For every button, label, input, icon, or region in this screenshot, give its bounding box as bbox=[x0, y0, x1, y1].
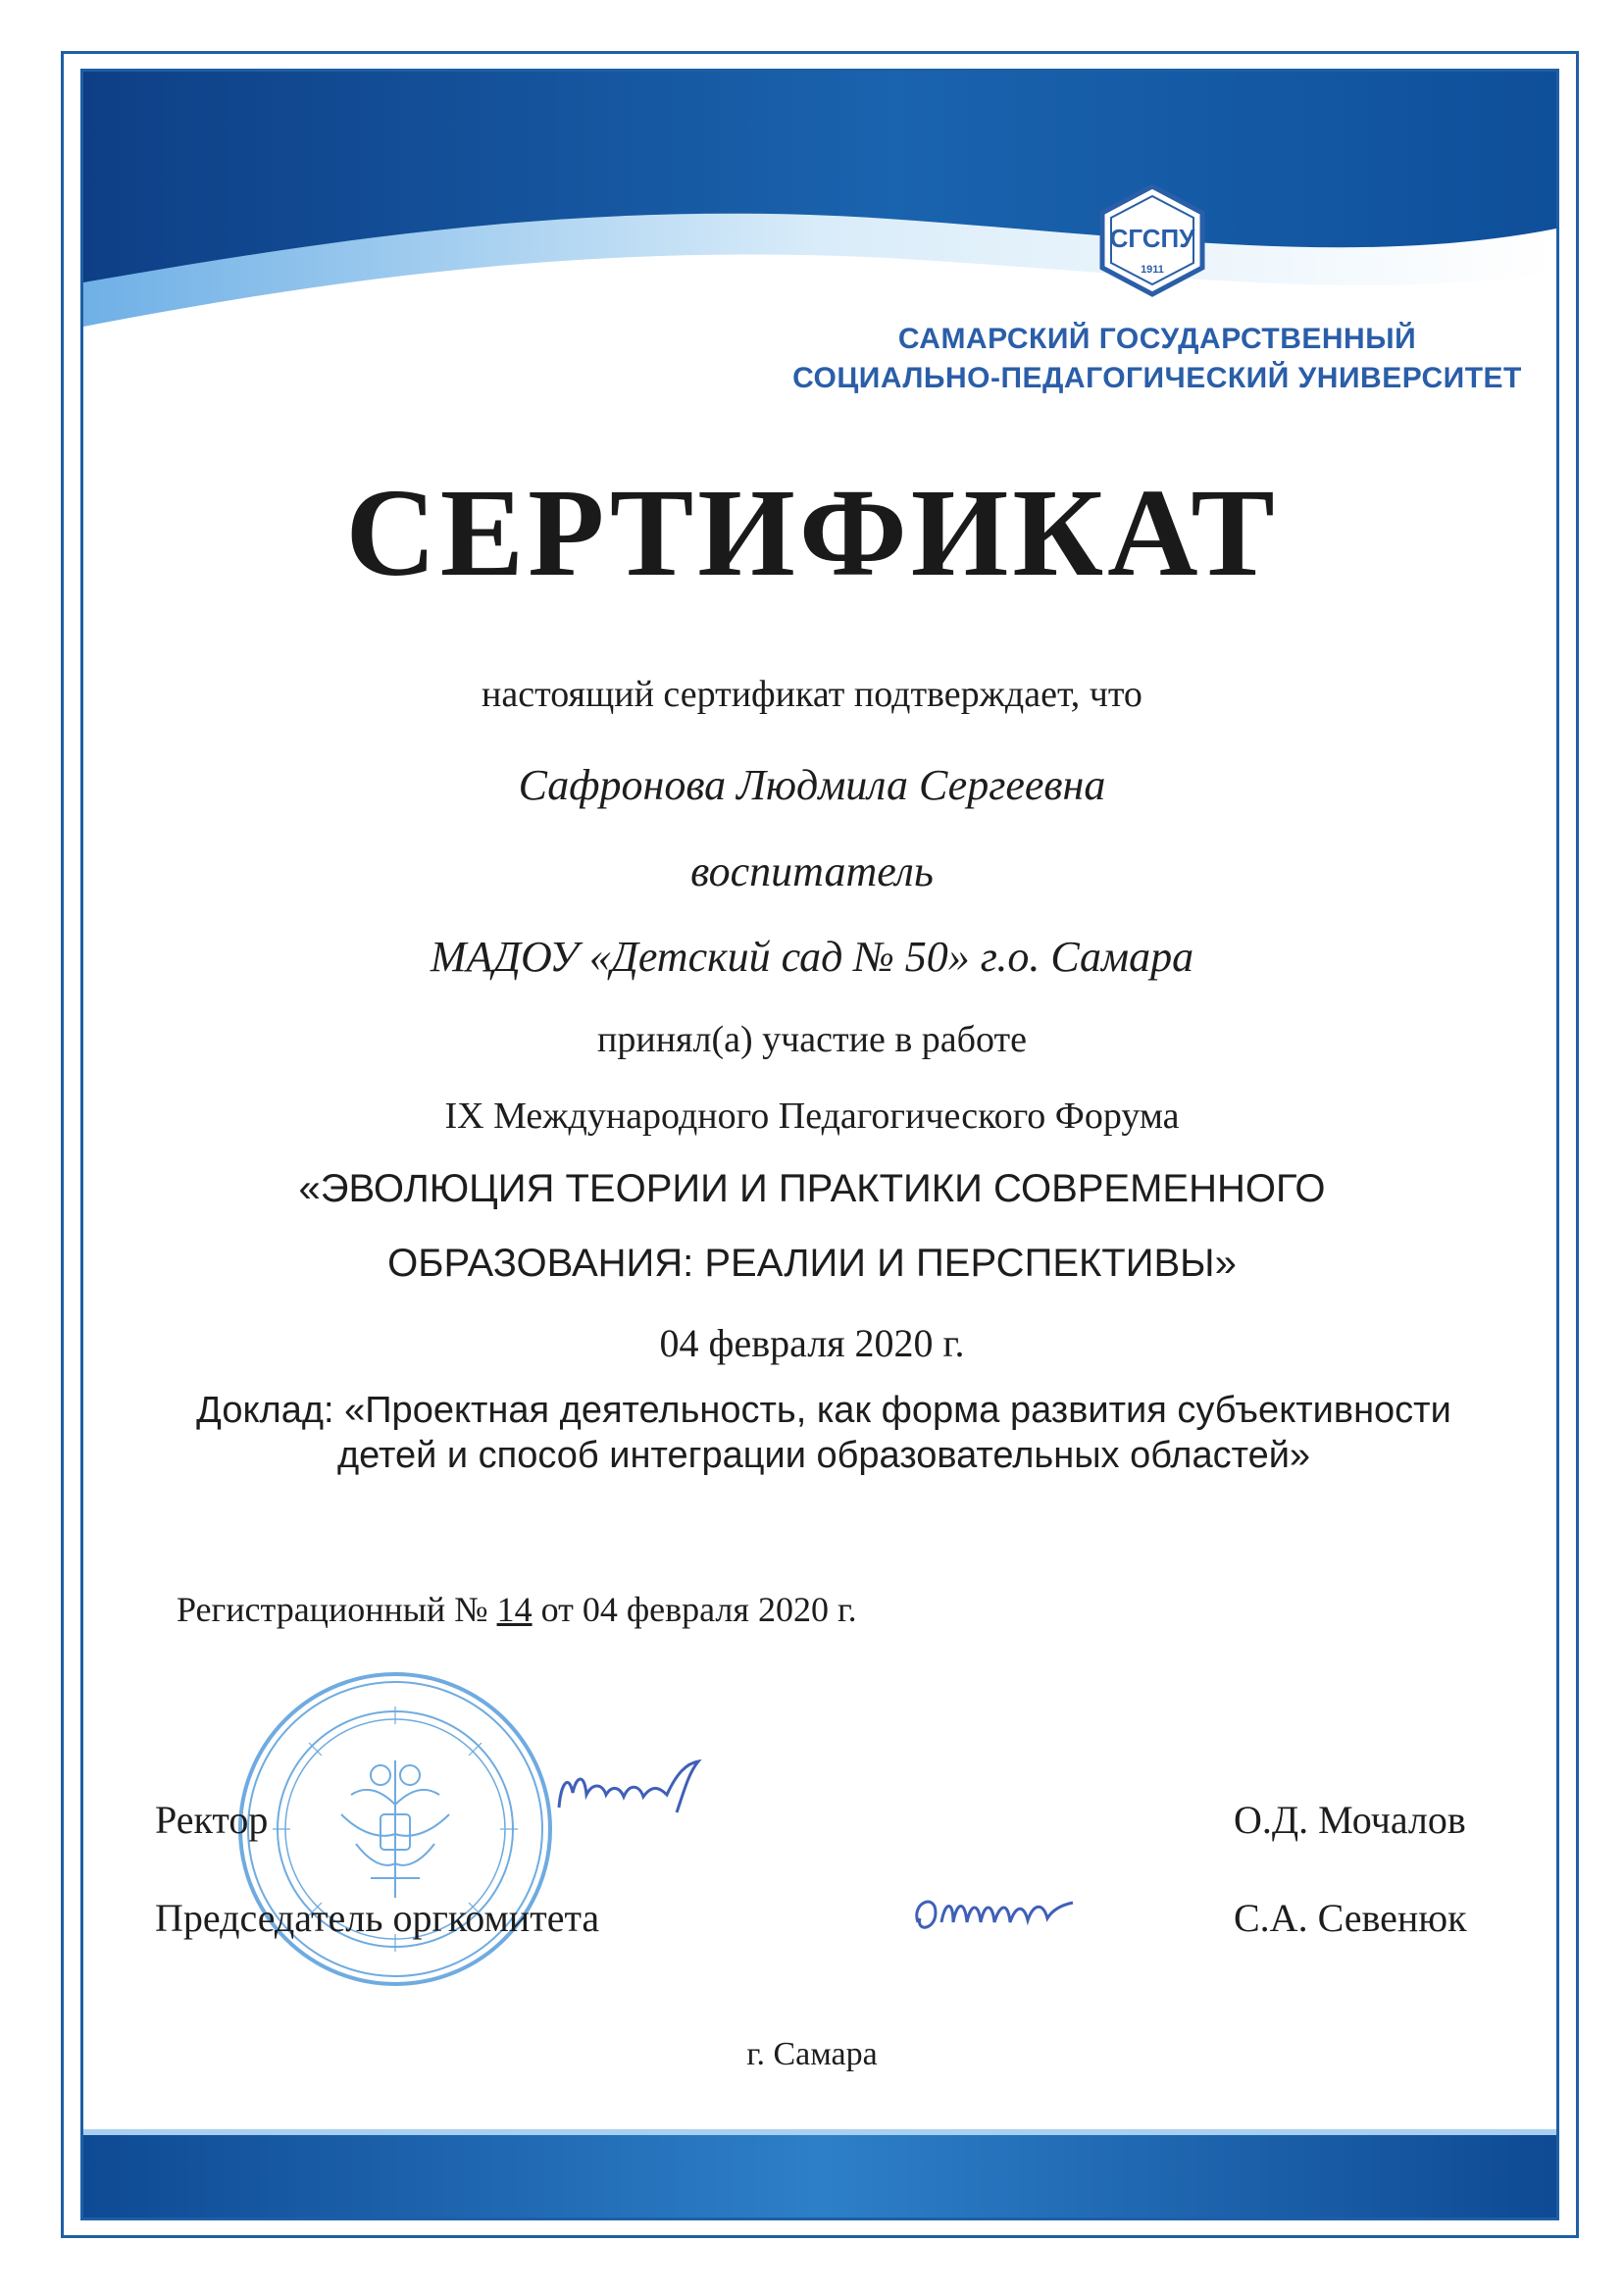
intro-text: настоящий сертификат подтверждает, что bbox=[482, 674, 1142, 715]
recipient-position: воспитатель bbox=[690, 847, 934, 895]
rector-name: О.Д. Мочалов bbox=[1234, 1798, 1466, 1842]
participation-text: принял(а) участие в работе bbox=[597, 1019, 1027, 1060]
certificate-title: СЕРТИФИКАТ bbox=[345, 463, 1279, 602]
official-stamp-icon bbox=[233, 1667, 557, 1991]
footer-band bbox=[83, 2118, 1556, 2217]
logo-text: СГСПУ bbox=[1109, 224, 1195, 253]
university-name-line1: САМАРСКИЙ ГОСУДАРСТВЕННЫЙ bbox=[897, 323, 1417, 355]
registration-number: 14 bbox=[496, 1590, 533, 1629]
forum-theme-line2: ОБРАЗОВАНИЯ: РЕАЛИИ И ПЕРСПЕКТИВЫ» bbox=[387, 1242, 1237, 1285]
logo-year: 1911 bbox=[1141, 264, 1164, 276]
report-title bbox=[137, 1388, 1510, 1478]
university-name bbox=[785, 320, 1530, 398]
recipient-organization: МАДОУ «Детский сад № 50» г.о. Самара bbox=[430, 933, 1194, 981]
registration-date: от 04 февраля 2020 г. bbox=[540, 1590, 857, 1629]
report-line2: детей и способ интеграции образовательных областей» bbox=[336, 1435, 1311, 1476]
chair-name: С.А. Севенюк bbox=[1234, 1896, 1467, 1940]
registration-info bbox=[177, 1589, 857, 1630]
forum-theme-line1: «ЭВОЛЮЦИЯ ТЕОРИИ И ПРАКТИКИ СОВРЕМЕННОГО bbox=[298, 1167, 1326, 1210]
rector-signature-icon bbox=[551, 1754, 718, 1822]
university-logo-icon bbox=[1094, 182, 1210, 298]
event-date: 04 февраля 2020 г. bbox=[659, 1321, 965, 1365]
university-name-line2: СОЦИАЛЬНО-ПЕДАГОГИЧЕСКИЙ УНИВЕРСИТЕТ bbox=[792, 362, 1522, 394]
registration-prefix: Регистрационный № bbox=[177, 1590, 488, 1629]
rector-title: Ректор bbox=[155, 1798, 269, 1842]
report-line1: Доклад: «Проектная деятельность, как форма развития субъективности bbox=[196, 1390, 1451, 1431]
chair-title: Председатель оргкомитета bbox=[155, 1896, 600, 1940]
forum-name: IX Международного Педагогического Форума bbox=[444, 1096, 1180, 1137]
chair-signature-icon bbox=[906, 1883, 1102, 1942]
recipient-name: Сафронова Людмила Сергеевна bbox=[518, 761, 1106, 809]
city: г. Самара bbox=[746, 2036, 878, 2072]
